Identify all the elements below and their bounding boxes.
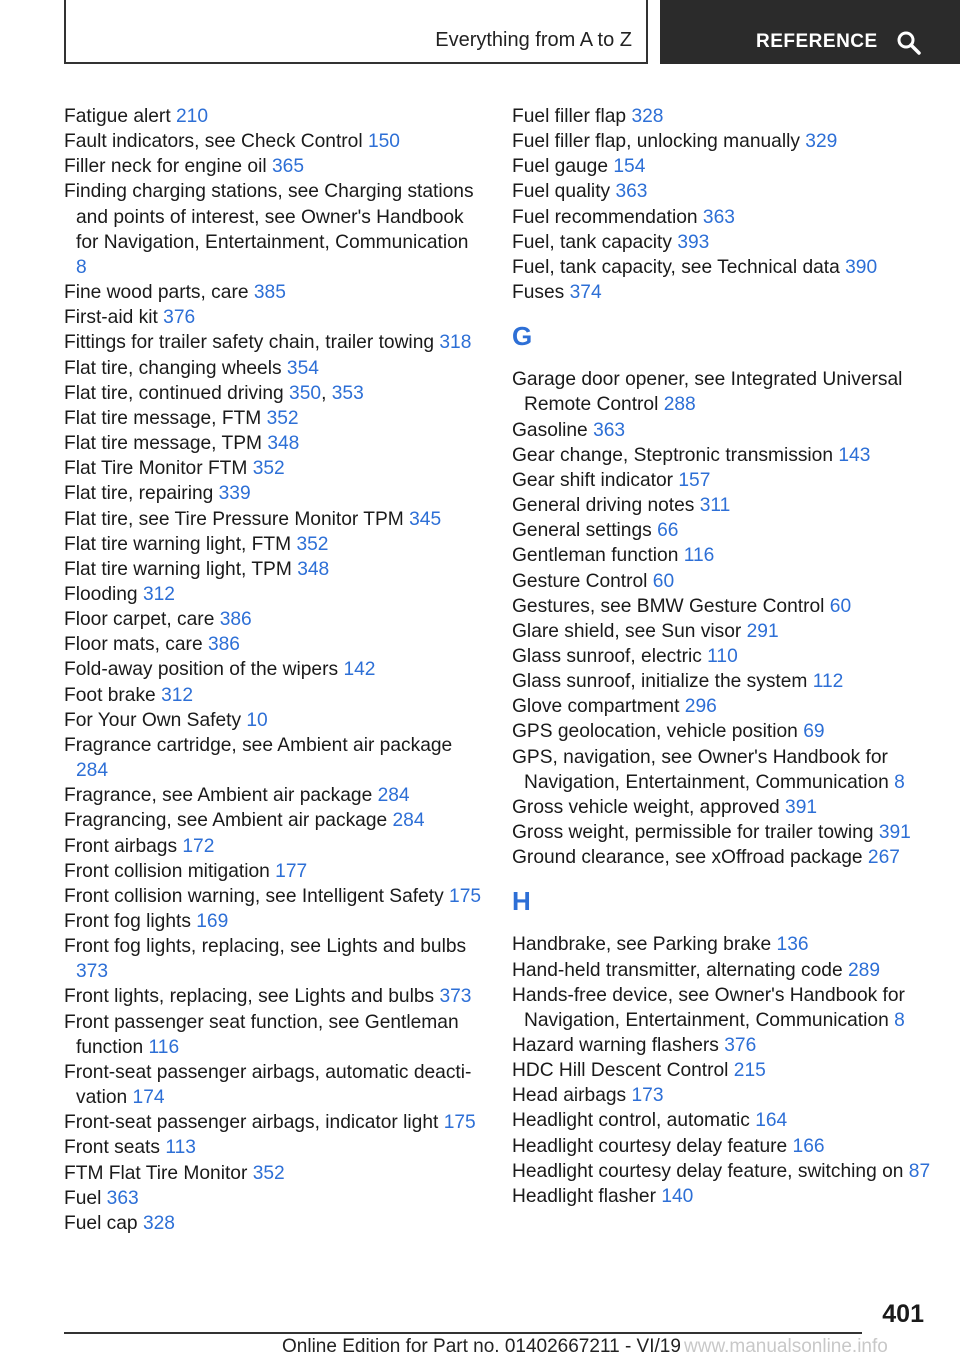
index-letter-heading: G — [512, 321, 533, 352]
index-entry-text: Filler neck for engine oil — [64, 156, 267, 178]
page-reference-link[interactable]: 373 — [439, 986, 472, 1008]
index-entry — [512, 644, 932, 669]
page-reference-link[interactable]: 166 — [792, 1135, 825, 1157]
index-entry — [64, 330, 484, 355]
index-entry — [512, 795, 932, 820]
index-entry-text: Flat tire, repairing — [64, 483, 214, 505]
index-entry-text: Ground clearance, see xOffroad package — [512, 847, 863, 869]
page-reference-link[interactable]: 87 — [908, 1160, 931, 1182]
index-entry-text: Front fog lights, replacing, see Lights and bulbs — [64, 936, 467, 958]
index-entry-text: Flat tire, continued driving — [64, 382, 284, 404]
page-reference-link[interactable]: 210 — [176, 106, 209, 127]
page-reference-link[interactable]: 284 — [377, 785, 410, 807]
index-entry — [512, 543, 932, 568]
page-reference-link[interactable]: 169 — [196, 911, 229, 932]
page-reference-link[interactable]: 284 — [392, 810, 425, 832]
page-reference-link[interactable]: 110 — [707, 645, 738, 667]
index-column-right — [512, 104, 932, 1209]
page-reference-link[interactable]: 113 — [165, 1137, 196, 1159]
index-entry-text: Fragrance, see Ambient air package — [64, 785, 373, 807]
index-entry-text: Fuel — [64, 1187, 102, 1209]
index-entry-text: Fuel gauge — [512, 156, 609, 178]
index-entry-text: Fuses — [512, 282, 565, 304]
index-entry — [64, 808, 484, 833]
index-entry — [512, 367, 932, 417]
index-entry-text: Flat tire message, FTM — [64, 407, 262, 429]
page-number: 401 — [882, 1300, 924, 1328]
page-reference-link[interactable]: 363 — [702, 206, 735, 228]
page-reference-link[interactable]: 329 — [805, 131, 838, 153]
index-entry — [64, 1211, 484, 1236]
index-entry — [64, 884, 484, 909]
reference-label: REFERENCE — [756, 31, 878, 52]
index-entry — [64, 783, 484, 808]
page-reference-link[interactable]: 175 — [443, 1112, 476, 1134]
page-reference-link[interactable]: 391 — [878, 822, 911, 844]
index-entry-text: Flooding — [64, 583, 138, 605]
index-entry — [64, 984, 484, 1009]
index-entry — [64, 129, 484, 154]
index-entry — [64, 657, 484, 682]
index-entry-text: First-aid kit — [64, 307, 158, 329]
index-entry-text: Hazard warning flashers — [512, 1035, 719, 1056]
page-reference-link[interactable]: 8 — [894, 1009, 905, 1031]
page-reference-link[interactable]: 312 — [161, 684, 194, 706]
page-reference-link[interactable]: 353 — [331, 382, 364, 404]
index-entry-text: Front lights, replacing, see Lights and bulbs — [64, 986, 435, 1008]
index-entry-text: Flat tire, changing wheels — [64, 357, 282, 379]
page-reference-link[interactable]: 172 — [182, 835, 215, 857]
index-entry — [512, 1184, 932, 1209]
page-reference-link[interactable]: 284 — [76, 760, 109, 782]
index-entry — [512, 958, 932, 983]
index-entry-text: Flat tire, see Tire Pressure Monitor TPM — [64, 508, 404, 530]
page-reference-link[interactable]: 174 — [132, 1087, 165, 1109]
page-reference-link[interactable]: 365 — [271, 156, 304, 178]
index-entry — [512, 418, 932, 443]
index-entry — [512, 230, 932, 255]
index-entry — [64, 1135, 484, 1160]
index-entry — [512, 1058, 932, 1083]
page-reference-link[interactable]: 352 — [252, 458, 285, 480]
index-entry-text: Front fog lights — [64, 911, 191, 932]
index-entry-text: Fuel cap — [64, 1212, 138, 1234]
index-entry-text: Flat tire message, TPM — [64, 433, 262, 455]
index-entry-text: Fault indicators, see Check Control — [64, 131, 363, 153]
page-reference-link[interactable]: 350 — [289, 382, 322, 404]
letter-spacer — [512, 355, 932, 367]
page-reference-link[interactable]: 154 — [613, 156, 646, 178]
section-title: Everything from A to Z — [435, 29, 632, 51]
page-reference-link[interactable]: 348 — [297, 558, 330, 580]
index-entry — [64, 1060, 484, 1110]
index-entry — [512, 669, 932, 694]
index-entry — [512, 845, 932, 870]
page-reference-link[interactable]: 352 — [266, 407, 299, 429]
index-entry — [512, 594, 932, 619]
page-reference-link[interactable]: 296 — [684, 696, 717, 718]
index-entry — [512, 493, 932, 518]
page-reference-link[interactable]: 311 — [699, 495, 731, 517]
page-reference-link[interactable]: 112 — [812, 671, 844, 693]
page-reference-link[interactable]: 352 — [296, 533, 329, 555]
index-entry-text: Fuel quality — [512, 181, 611, 203]
index-entry-text: Front airbags — [64, 835, 178, 857]
index-entry-text: Front passenger seat function, see Gentleman function — [64, 1011, 459, 1058]
index-entry-text: Fragrancing, see Ambient air package — [64, 810, 388, 832]
page-reference-link[interactable]: 267 — [867, 847, 900, 869]
index-entry-text: Gear change, Steptronic transmission — [512, 444, 834, 466]
page-reference-link[interactable]: 373 — [76, 961, 109, 983]
page-reference-link[interactable]: 312 — [142, 583, 175, 605]
index-entry — [512, 745, 932, 795]
index-entry-text: Glove compartment — [512, 696, 680, 718]
page-reference-link[interactable]: 164 — [755, 1110, 788, 1132]
index-entry — [512, 154, 932, 179]
index-entry — [512, 255, 932, 280]
index-entry — [64, 356, 484, 381]
index-entry-text: Flat tire warning light, TPM — [64, 558, 292, 580]
header-section-tab — [64, 0, 648, 64]
index-entry-text: Front seats — [64, 1137, 160, 1159]
index-entry-text: Fuel, tank capacity, see Technical data — [512, 256, 840, 278]
index-entry — [64, 708, 484, 733]
index-entry — [512, 619, 932, 644]
index-entry — [64, 280, 484, 305]
index-entry-text: Front collision mitigation — [64, 860, 270, 882]
index-entry-text: Gross vehicle weight, approved — [512, 796, 780, 818]
page-reference-link[interactable]: 8 — [76, 256, 87, 278]
index-entry-text: Front-seat passenger airbags, automatic deactivation — [64, 1061, 472, 1109]
page-reference-link[interactable]: 376 — [724, 1035, 757, 1056]
index-entry — [64, 909, 484, 934]
index-entry-text: Gasoline — [512, 419, 588, 441]
page-reference-link[interactable]: 177 — [275, 860, 308, 882]
page-reference-link[interactable]: 215 — [733, 1060, 766, 1082]
index-entry — [64, 431, 484, 456]
page-reference-link[interactable]: 386 — [219, 609, 252, 631]
index-entry — [64, 104, 484, 129]
page-reference-link[interactable]: 374 — [569, 282, 602, 304]
page-reference-link[interactable]: 150 — [367, 131, 400, 153]
page-reference-link[interactable]: 288 — [663, 394, 696, 416]
index-entry — [512, 518, 932, 543]
page-reference-link[interactable]: 318 — [439, 332, 472, 354]
index-entry-text: Handbrake, see Parking brake — [512, 934, 772, 956]
index-entry-text: General driving notes — [512, 495, 695, 517]
index-entry — [512, 1033, 932, 1058]
page-reference-link[interactable]: 116 — [148, 1036, 180, 1058]
footer-edition: Online Edition for Part no. 01402667211 - VI/19 — [282, 1336, 681, 1357]
index-entry-text: Fittings for trailer safety chain, trailer towing — [64, 332, 435, 354]
index-entry — [512, 1108, 932, 1133]
index-entry-text: Front collision warning, see Intelligent Safety — [64, 885, 444, 907]
index-entry-text: General settings — [512, 520, 652, 542]
index-entry — [512, 932, 932, 957]
index-entry — [64, 179, 484, 280]
index-entry-text: Gear shift indicator — [512, 469, 674, 491]
index-entry — [64, 683, 484, 708]
index-entry — [64, 154, 484, 179]
index-entry — [512, 1159, 932, 1184]
page-reference-link[interactable]: 173 — [631, 1085, 664, 1107]
index-entry — [64, 406, 484, 431]
index-entry — [64, 934, 484, 984]
index-entry-text: Flat tire warning light, FTM — [64, 533, 292, 555]
page-reference-link[interactable]: 328 — [631, 106, 664, 127]
index-entry-text: Fragrance cartridge, see Ambient air package — [64, 734, 453, 756]
page-reference-link[interactable]: 291 — [746, 620, 779, 642]
page-reference-link[interactable]: 8 — [894, 771, 905, 793]
index-entry-text: Gesture Control — [512, 570, 648, 592]
index-entry-text: HDC Hill Descent Control — [512, 1060, 729, 1082]
index-entry-text: Headlight control, automatic — [512, 1110, 750, 1132]
page-reference-link[interactable]: 354 — [286, 357, 319, 379]
index-entry-text: Head airbags — [512, 1085, 627, 1107]
index-entry — [64, 1161, 484, 1186]
index-entry-text: Fuel recommendation — [512, 206, 698, 228]
page-reference-link[interactable]: 142 — [343, 659, 376, 681]
page-reference-link[interactable]: 393 — [677, 231, 710, 253]
index-entry-text: Headlight flasher — [512, 1185, 656, 1207]
index-entry — [64, 1186, 484, 1211]
page-reference-link[interactable]: 69 — [803, 721, 825, 743]
index-entry — [64, 1110, 484, 1135]
index-entry — [512, 280, 932, 305]
index-entry-text: Fold-away position of the wipers — [64, 659, 339, 681]
index-entry-text: Fatigue alert — [64, 106, 171, 127]
index-entry — [512, 1083, 932, 1108]
index-entry — [512, 179, 932, 204]
index-entry — [64, 582, 484, 607]
index-entry — [64, 532, 484, 557]
header-reference-tab[interactable] — [660, 0, 960, 64]
index-entry — [512, 694, 932, 719]
index-entry-text: GPS, navigation, see Owner's Handbook for Navigation, Entertainment, Communication — [512, 746, 889, 793]
page-reference-link[interactable]: 363 — [106, 1187, 139, 1209]
footer-divider — [64, 1332, 862, 1334]
index-entry-text: GPS geolocation, vehicle position — [512, 721, 798, 743]
page-reference-link[interactable]: 116 — [683, 545, 715, 567]
index-entry-text: Floor carpet, care — [64, 609, 215, 631]
index-entry-text: Front-seat passenger airbags, indicator light — [64, 1112, 439, 1134]
index-entry — [512, 443, 932, 468]
index-entry — [64, 557, 484, 582]
index-entry-text: Glass sunroof, initialize the system — [512, 671, 808, 693]
index-entry — [512, 983, 932, 1033]
index-letter-heading: H — [512, 886, 531, 917]
index-entry-text: Floor mats, care — [64, 634, 203, 656]
index-entry — [512, 104, 932, 129]
index-entry — [64, 481, 484, 506]
page-reference-link[interactable]: 157 — [678, 469, 711, 491]
page-reference-link[interactable]: 390 — [845, 256, 878, 278]
index-entry-text: Fuel filler flap — [512, 106, 627, 127]
page-reference-link[interactable]: 348 — [267, 433, 300, 455]
index-entry — [512, 820, 932, 845]
index-entry — [64, 632, 484, 657]
index-entry — [512, 468, 932, 493]
page-reference-link[interactable]: 363 — [615, 181, 648, 203]
index-entry — [512, 205, 932, 230]
index-entry — [64, 834, 484, 859]
page-reference-link[interactable]: 143 — [838, 444, 871, 466]
index-entry — [64, 607, 484, 632]
index-entry-text: Fine wood parts, care — [64, 282, 249, 304]
page-reference-link[interactable]: 66 — [657, 520, 679, 542]
page-reference-link[interactable]: 136 — [776, 934, 809, 956]
index-entry: Flat tire, continued driving 350, 353 — [64, 382, 364, 404]
index-entry — [64, 1010, 484, 1060]
index-entry-text: Foot brake — [64, 684, 156, 706]
index-entry — [512, 1134, 932, 1159]
index-entry-text: Garage door opener, see Integrated Universal Remote Control — [512, 369, 903, 416]
page-reference-link[interactable]: 376 — [163, 307, 196, 329]
page-reference-link[interactable]: 289 — [847, 959, 880, 981]
index-entry-text: Finding charging stations, see Charging stations and points of interest, see Owner's Handbook for Navigation, Entertainment, Communication — [64, 181, 474, 253]
index-entry-text: Gentleman function — [512, 545, 679, 567]
page-reference-link[interactable]: 328 — [142, 1212, 175, 1234]
index-entry-text: Headlight courtesy delay feature, switching on — [512, 1160, 904, 1182]
index-entry-text: Hands-free device, see Owner's Handbook for Navigation, Entertainment, Communication — [512, 984, 905, 1031]
index-entry-text: Glass sunroof, electric — [512, 645, 702, 667]
index-entry-text: Headlight courtesy delay feature — [512, 1135, 788, 1157]
index-entry — [64, 305, 484, 330]
page-reference-link[interactable]: 60 — [652, 570, 675, 592]
index-entry — [64, 507, 484, 532]
index-entry — [64, 733, 484, 783]
page-reference-link[interactable]: 140 — [661, 1185, 694, 1207]
page-reference-link[interactable]: 363 — [593, 419, 626, 441]
page-reference-link[interactable]: 60 — [829, 595, 852, 617]
page-reference-link[interactable]: 10 — [246, 709, 268, 731]
page-reference-link[interactable]: 345 — [409, 508, 442, 530]
index-column-left — [64, 104, 484, 1236]
page-reference-link[interactable]: 352 — [252, 1162, 285, 1184]
page-reference-link[interactable]: 175 — [449, 885, 482, 907]
index-entry-text: For Your Own Safety — [64, 709, 242, 731]
page-reference-link[interactable]: 385 — [253, 282, 286, 304]
index-entry-text: FTM Flat Tire Monitor — [64, 1162, 248, 1184]
search-icon[interactable] — [896, 30, 922, 56]
index-entry — [512, 569, 932, 594]
index-entry — [512, 129, 932, 154]
index-entry-text: Gestures, see BMW Gesture Control — [512, 595, 825, 617]
index-entry — [64, 456, 484, 481]
page-reference-link[interactable]: 391 — [785, 796, 818, 818]
index-entry — [512, 719, 932, 744]
index-entry-text: Flat Tire Monitor FTM — [64, 458, 248, 480]
index-entry-text: Fuel filler flap, unlocking manually — [512, 131, 800, 153]
page-reference-link[interactable]: 386 — [207, 634, 240, 656]
index-entry-text: Gross weight, permissible for trailer towing — [512, 822, 874, 844]
index-entry-text: Fuel, tank capacity — [512, 231, 672, 253]
letter-spacer — [512, 920, 932, 932]
index-entry-text: Hand-held transmitter, alternating code — [512, 959, 843, 981]
index-entry-text: Glare shield, see Sun visor — [512, 620, 742, 642]
watermark: www.manualsonline.info — [684, 1336, 888, 1357]
page-reference-link[interactable]: 339 — [218, 483, 251, 505]
index-entry — [64, 859, 484, 884]
